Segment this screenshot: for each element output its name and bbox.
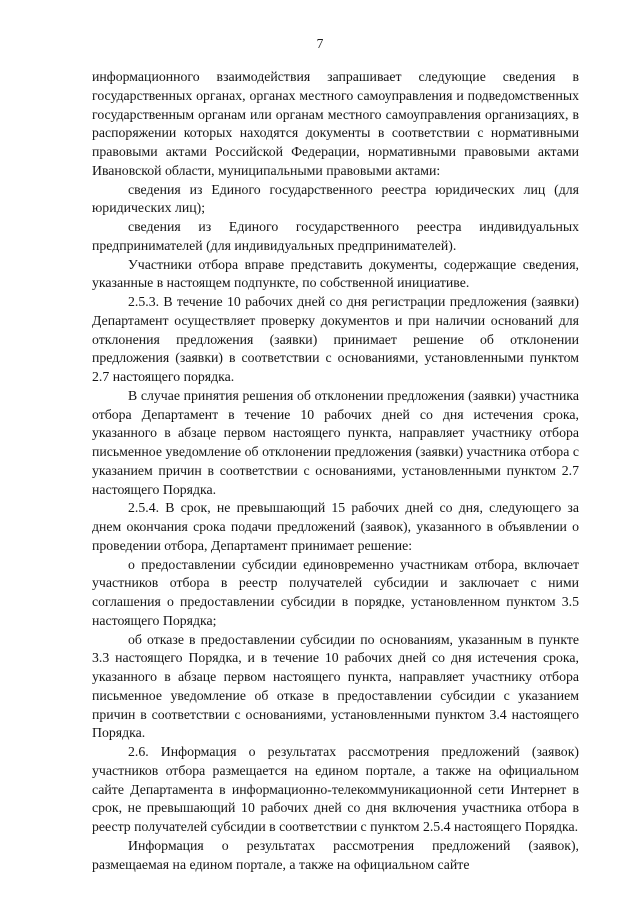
document-body [92,68,579,874]
paragraph: 2.6. Информация о результатах рассмотрения предложений (заявок) участников отбора размещается на едином портале, а также на официальном сайте Департамента в информационно-телекоммуникационной сети Интернет в срок, не превышающий 10 рабочих дней со дня включения участника отбора в реестр получателей субсидии в соответствии с пунктом 2.5.4 настоящего Порядка. [92,744,579,834]
paragraph: сведения из Единого государственного реестра юридических лиц (для юридических лиц); [92,181,579,216]
paragraph: информационного взаимодействия запрашивает следующие сведения в государственных органах, органах местного самоуправления и подведомственных государственным органам или органам местного самоуправления организациях, в распоряжении которых находятся документы в соответствии с нормативными правовыми актами Российской Федерации, нормативными правовыми актами Ивановской области, муниципальными правовыми актами: [92,69,579,178]
page-number: 7 [316,36,324,51]
paragraph: Участники отбора вправе представить документы, содержащие сведения, указанные в настоящем подпункте, по собственной инициативе. [92,256,579,291]
paragraph: 2.5.3. В течение 10 рабочих дней со дня регистрации предложения (заявки) Департамент осуществляет проверку документов и при наличии оснований для отклонения предложения (заявки) принимает решение об отклонении предложения (заявки) в соответствии с основаниями, установленными пунктом 2.7 настоящего порядка. [92,294,579,384]
paragraph: Информация о результатах рассмотрения предложений (заявок), размещаемая на едином портале, а также на официальном сайте [92,837,579,872]
paragraph: 2.5.4. В срок, не превышающий 15 рабочих дней со дня, следующего за днем окончания срока подачи предложений (заявок), указанного в объявлении о проведении отбора, Департамент принимает решение: [92,500,579,553]
paragraph: сведения из Единого государственного реестра индивидуальных предпринимателей (для индивидуальных предпринимателей). [92,219,579,253]
paragraph: об отказе в предоставлении субсидии по основаниям, указанным в пункте 3.3 настоящего Порядка, и в течение 10 рабочих дней со дня истечения срока, указанного в абзаце первом настоящего пункта, направляет участнику отбора письменное уведомление об отказе в предоставлении субсидии с указанием причин в соответствии с основаниями, установленными пунктом 3.4 настоящего Порядка. [92,631,579,741]
paragraph: В случае принятия решения об отклонении предложения (заявки) участника отбора Департамент в течение 10 рабочих дней со дня истечения срока, указанного в абзаце первом настоящего пункта, направляет участнику отбора письменное уведомление об отклонении предложения (заявки) участника отбора с указанием причин в соответствии с основаниями, установленными пунктом 2.7 настоящего Порядка. [92,387,579,497]
paragraph: о предоставлении субсидии единовременно участникам отбора, включает участников отбора в реестр получателей субсидии и заключает с ними соглашения о предоставлении субсидии в порядке, установленном пунктом 3.5 настоящего Порядка; [92,556,579,628]
